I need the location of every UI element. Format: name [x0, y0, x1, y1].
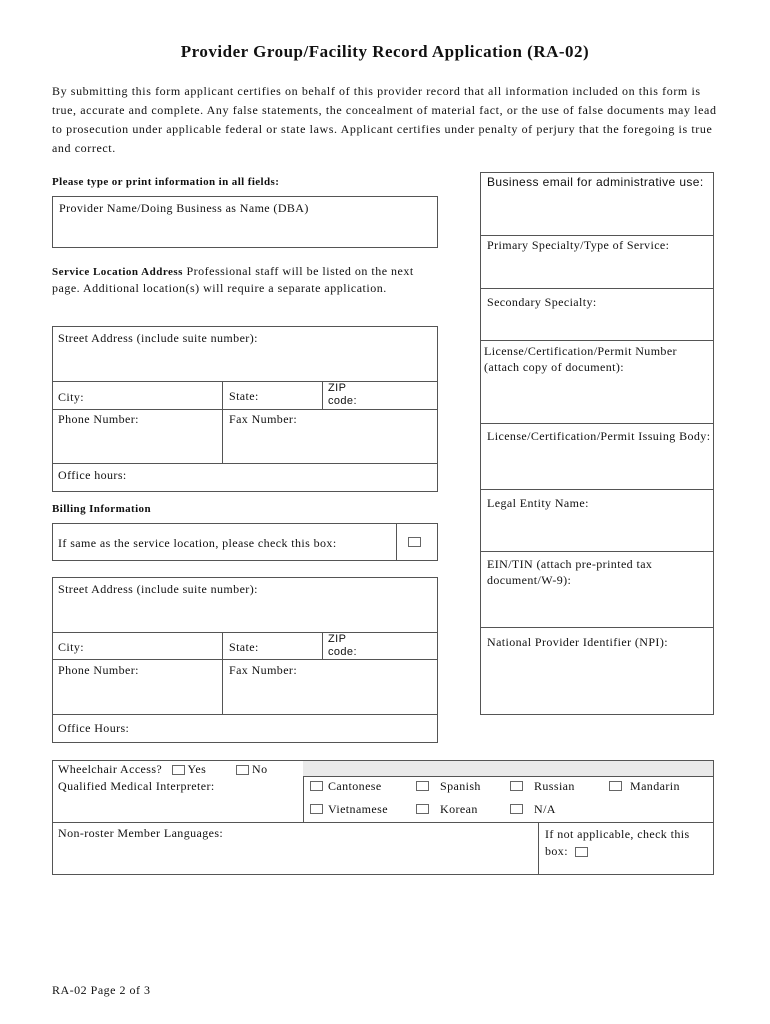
same-as-service-checkbox[interactable]: [408, 537, 421, 547]
billing-state-input[interactable]: State:: [229, 640, 259, 654]
lang-russian-checkbox[interactable]: [510, 781, 523, 791]
non-roster-languages-input[interactable]: Non-roster Member Languages:: [58, 826, 224, 840]
lang-mandarin-label: Mandarin: [630, 779, 680, 793]
lang-cantonese-checkbox[interactable]: [310, 781, 323, 791]
service-zip-input[interactable]: ZIP code:: [328, 382, 357, 407]
business-email-input[interactable]: Business email for administrative use:: [487, 175, 704, 189]
lang-spanish-label: Spanish: [440, 779, 481, 793]
lang-russian-label: Russian: [534, 779, 575, 793]
header-shading: [303, 761, 713, 776]
service-phone-input[interactable]: Phone Number:: [58, 412, 139, 426]
ein-input[interactable]: EIN/TIN (attach pre-printed tax document/W-9):: [487, 557, 653, 587]
page-footer: RA-02 Page 2 of 3: [52, 983, 151, 997]
lang-spanish-checkbox[interactable]: [416, 781, 429, 791]
lang-vietnamese-checkbox[interactable]: [310, 804, 323, 814]
service-location-text: Professional staff will be listed on the next page. Additional location(s) will require a separate application.: [52, 264, 414, 295]
billing-city-input[interactable]: City:: [58, 640, 85, 654]
lang-vietnamese-label: Vietnamese: [328, 802, 388, 816]
billing-fax-input[interactable]: Fax Number:: [229, 663, 298, 677]
not-applicable-checkbox[interactable]: [575, 847, 588, 857]
wheelchair-no-label: No: [252, 762, 268, 776]
not-applicable-label: If not applicable, check this box:: [545, 827, 690, 858]
billing-heading: Billing Information: [52, 503, 151, 515]
billing-zip-input[interactable]: ZIP code:: [328, 633, 357, 658]
wheelchair-yes-checkbox[interactable]: [172, 765, 185, 775]
lang-na-label: N/A: [534, 802, 556, 816]
wheelchair-label: Wheelchair Access?: [58, 762, 163, 776]
service-city-input[interactable]: City:: [58, 390, 85, 404]
provider-name-label: Provider Name/Doing Business as Name (DBA): [59, 201, 309, 215]
service-fax-input[interactable]: Fax Number:: [229, 412, 298, 426]
interpreter-label: Qualified Medical Interpreter:: [58, 779, 215, 793]
wheelchair-row: [58, 762, 267, 777]
service-street-input[interactable]: Street Address (include suite number):: [58, 331, 258, 345]
wheelchair-no-checkbox[interactable]: [236, 765, 249, 775]
lang-cantonese-label: Cantonese: [328, 779, 382, 793]
wheelchair-yes-label: Yes: [187, 762, 207, 776]
fields-heading: Please type or print information in all fields:: [52, 176, 280, 188]
billing-phone-input[interactable]: Phone Number:: [58, 663, 139, 677]
npi-input[interactable]: National Provider Identifier (NPI):: [487, 635, 668, 649]
service-hours-input[interactable]: Office hours:: [58, 468, 127, 482]
billing-street-input[interactable]: Street Address (include suite number):: [58, 582, 258, 596]
primary-specialty-input[interactable]: Primary Specialty/Type of Service:: [487, 238, 670, 252]
lang-korean-checkbox[interactable]: [416, 804, 429, 814]
provider-name-field[interactable]: [52, 196, 438, 248]
certification-statement: By submitting this form applicant certifies on behalf of this provider record that all information included on this form is true, accurate and complete. Any false statements, the concealment of material fact, or the use of false documents may lead to prosecution under applicable federal or state laws. Applicant certifies under penalty of perjury that the foregoing is true and correct.: [52, 84, 717, 155]
license-body-input[interactable]: License/Certification/Permit Issuing Body:: [487, 429, 711, 443]
service-state-input[interactable]: State:: [229, 389, 259, 403]
same-as-service-label: If same as the service location, please check this box:: [58, 536, 337, 550]
billing-hours-input[interactable]: Office Hours:: [58, 721, 130, 735]
page-title: Provider Group/Facility Record Application (RA-02): [180, 42, 590, 61]
billing-address-block: [52, 577, 438, 743]
lang-korean-label: Korean: [440, 802, 478, 816]
legal-entity-input[interactable]: Legal Entity Name:: [487, 496, 589, 510]
lang-na-checkbox[interactable]: [510, 804, 523, 814]
secondary-specialty-input[interactable]: Secondary Specialty:: [487, 295, 597, 309]
license-number-input[interactable]: License/Certification/Permit Number (attach copy of document):: [484, 344, 677, 374]
service-location-note: [52, 263, 432, 296]
lang-mandarin-checkbox[interactable]: [609, 781, 622, 791]
not-applicable-row: [545, 826, 705, 860]
service-location-heading: Service Location Address: [52, 266, 183, 278]
